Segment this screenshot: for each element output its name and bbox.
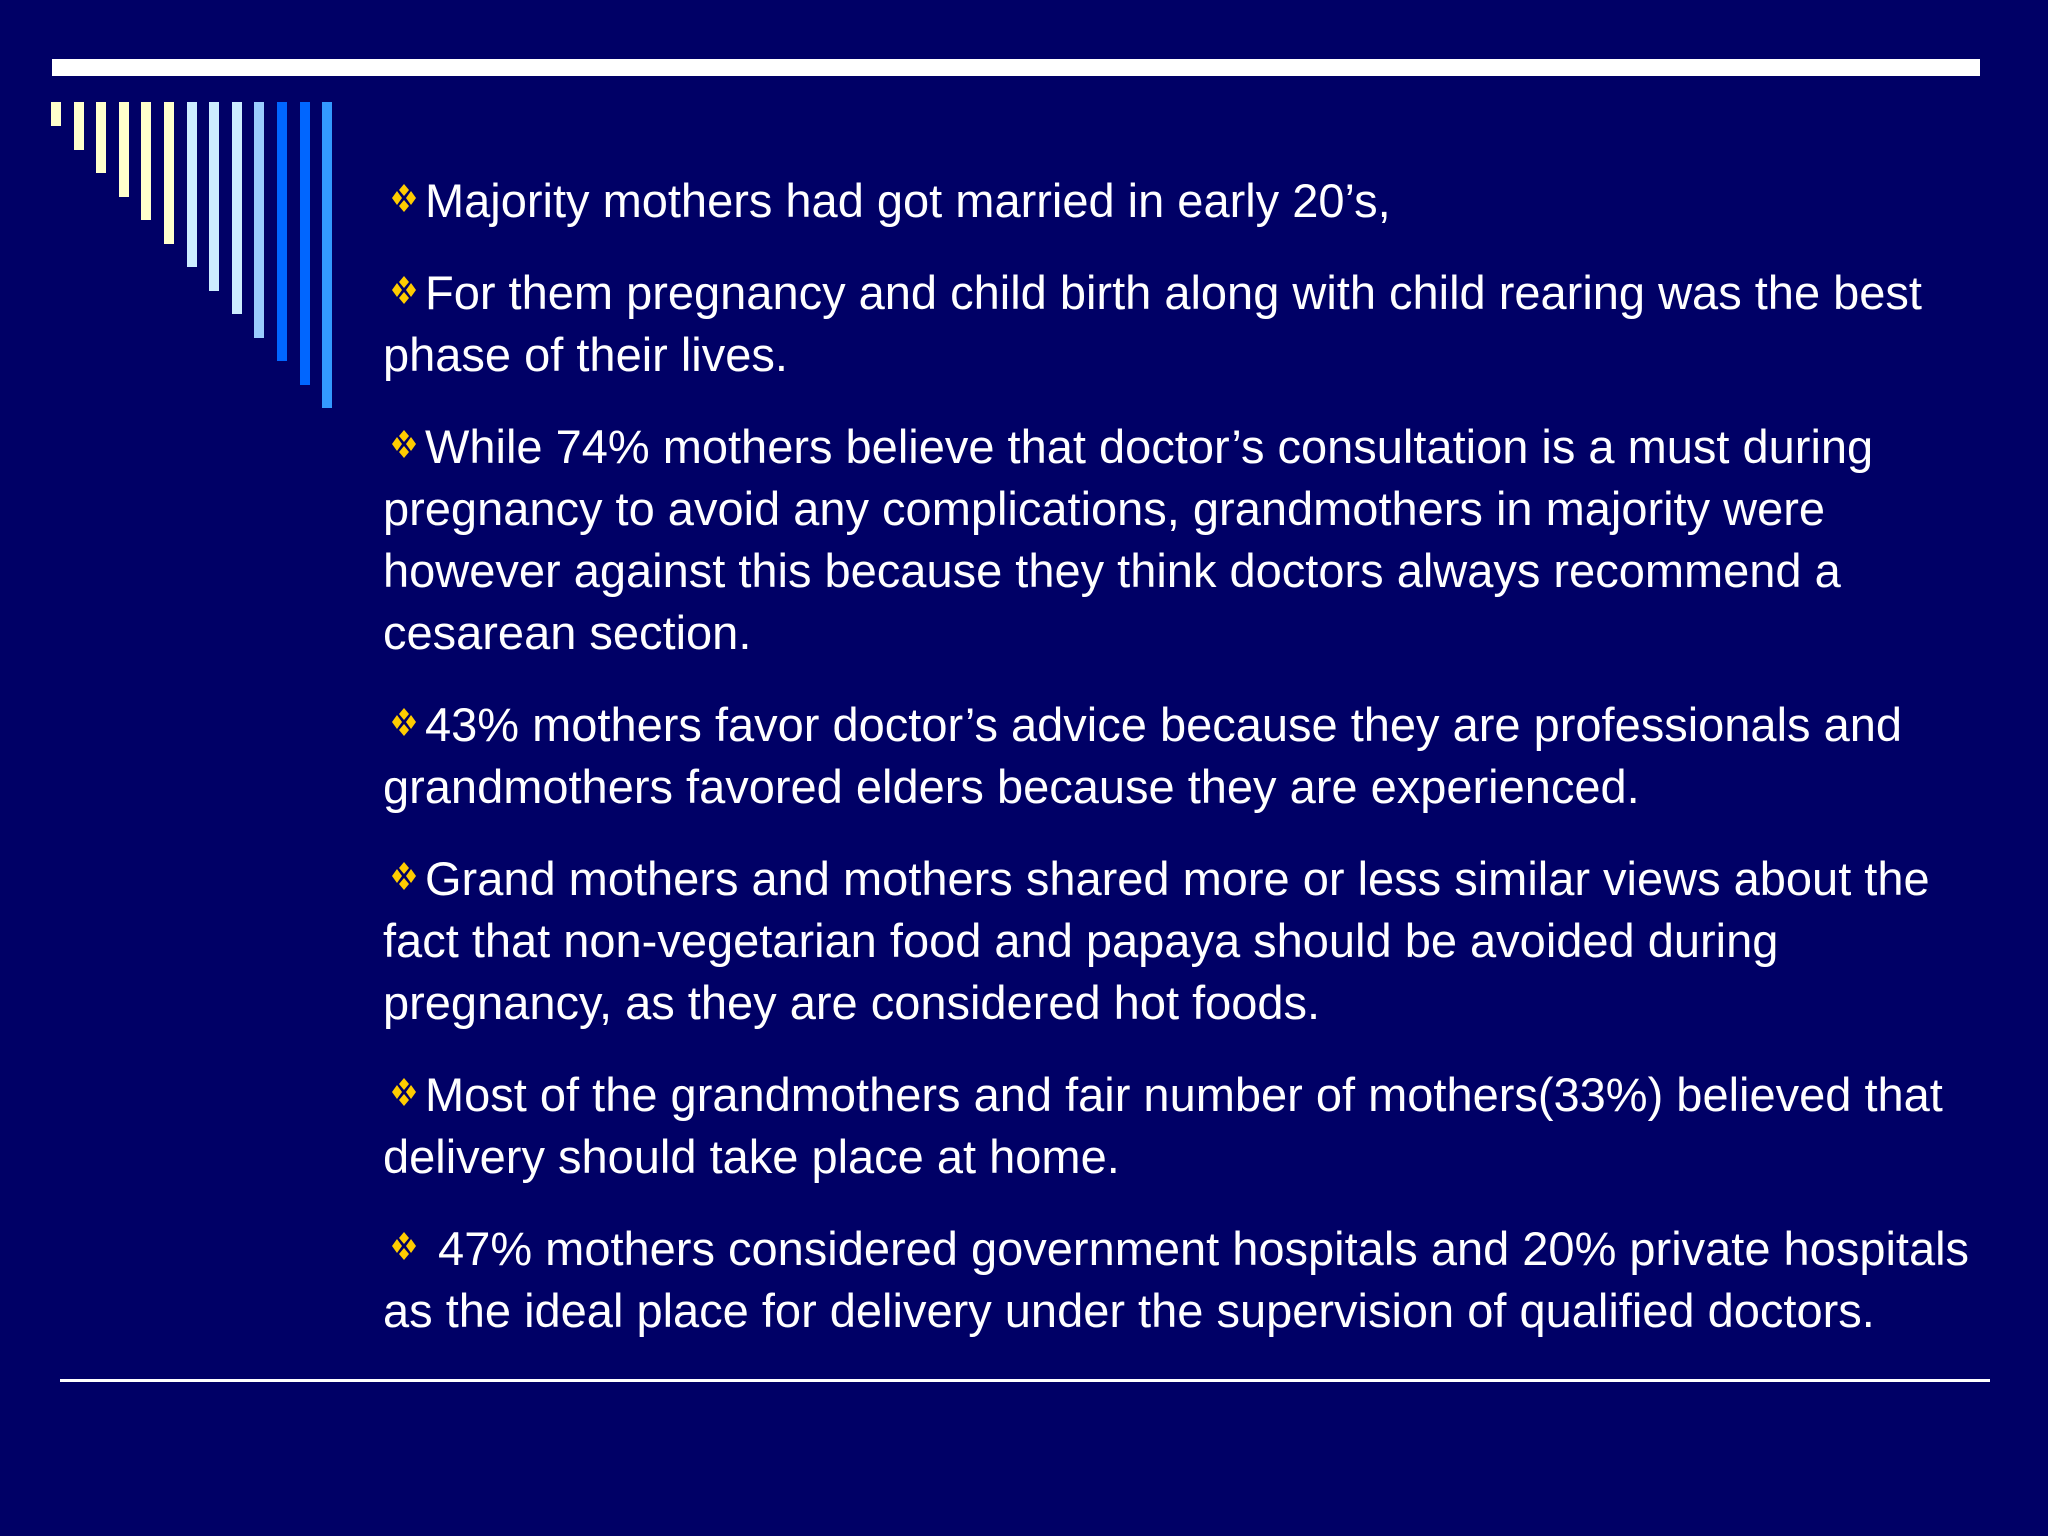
diamond-cluster-icon (389, 275, 419, 305)
decorative-stripe (232, 102, 242, 314)
bullet-item (383, 694, 1983, 818)
decorative-stripe (51, 102, 61, 126)
bullet-text: For them pregnancy and child birth along with child rearing was the best phase of their lives. (383, 266, 1922, 381)
bullet-item (383, 416, 1983, 664)
diamond-cluster-icon (389, 183, 419, 213)
bullet-text: Grand mothers and mothers shared more or less similar views about the fact that non-vegetarian food and papaya should be avoided during pregnancy, as they are considered hot foods. (383, 852, 1930, 1029)
decorative-stripe (187, 102, 197, 267)
bullet-text: 47% mothers considered government hospitals and 20% private hospitals as the ideal place for delivery under the supervision of qualified doctors. (383, 1222, 1970, 1337)
bullet-text: Majority mothers had got married in early 20’s, (425, 174, 1391, 227)
bullet-item (383, 1064, 1983, 1188)
diamond-cluster-icon (389, 429, 419, 459)
top-rule (52, 59, 1980, 76)
diamond-cluster-icon (389, 707, 419, 737)
decorative-stripe (164, 102, 174, 244)
decorative-stripe (254, 102, 264, 338)
decorative-stripe (141, 102, 151, 220)
bullet-item (383, 170, 1983, 232)
decorative-stripe (209, 102, 219, 291)
bullet-list (383, 170, 1983, 1372)
bullet-item (383, 1218, 1983, 1342)
diamond-cluster-icon (389, 1231, 419, 1261)
bottom-rule (60, 1379, 1990, 1382)
bullet-item (383, 848, 1983, 1034)
decorative-stripe (322, 102, 332, 408)
bullet-text: 43% mothers favor doctor’s advice because they are professionals and grandmothers favored elders because they are experienced. (383, 698, 1902, 813)
diamond-cluster-icon (389, 1077, 419, 1107)
bullet-text: Most of the grandmothers and fair number of mothers(33%) believed that delivery should take place at home. (383, 1068, 1943, 1183)
diamond-cluster-icon (389, 861, 419, 891)
decorative-stripe (74, 102, 84, 150)
bullet-item (383, 262, 1983, 386)
decorative-stripe (96, 102, 106, 173)
decorative-stripe (277, 102, 287, 361)
decorative-stripe (300, 102, 310, 385)
bullet-text: While 74% mothers believe that doctor’s consultation is a must during pregnancy to avoid any complications, grandmothers in majority were however against this because they think doctors always recommend a cesarean section. (383, 420, 1874, 659)
decorative-stripe (119, 102, 129, 197)
